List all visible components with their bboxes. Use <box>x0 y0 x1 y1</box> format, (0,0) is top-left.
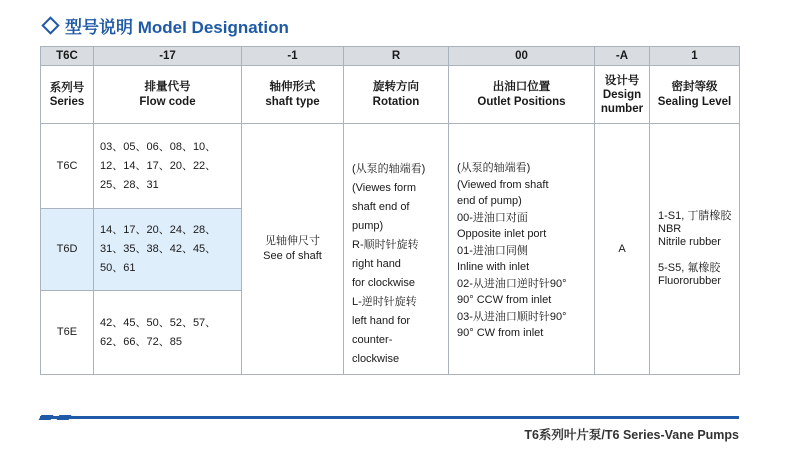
code-sealing: 1 <box>650 47 740 66</box>
code-row <box>41 47 740 66</box>
header-shaft: 轴伸形式 shaft type <box>242 66 344 124</box>
model-designation-table <box>40 46 740 375</box>
series-cell: T6D <box>41 209 94 291</box>
code-shaft: -1 <box>242 47 344 66</box>
header-design: 设计号 Design number <box>595 66 650 124</box>
header-flow: 排量代号 Flow code <box>94 66 242 124</box>
header-rotation: 旋转方向 Rotation <box>344 66 449 124</box>
shaft-type-cell: 见轴伸尺寸 See of shaft <box>242 124 344 375</box>
design-number-cell: A <box>595 124 650 375</box>
series-cell: T6C <box>41 124 94 209</box>
flow-code-cell: 42、45、50、52、57、 62、66、72、85 <box>94 291 242 375</box>
header-series: 系列号 Series <box>41 66 94 124</box>
rotation-cell: (从泵的轴端看) (Viewes form shaft end of pump) R-顺时针旋转 right hand for clockwise L-逆时针旋转 left hand for counter- clockwise <box>344 124 449 375</box>
series-cell: T6E <box>41 291 94 375</box>
table-row <box>41 124 740 209</box>
code-outlet: 00 <box>449 47 595 66</box>
code-flow: -17 <box>94 47 242 66</box>
code-rotation: R <box>344 47 449 66</box>
header-outlet: 出油口位置 Outlet Positions <box>449 66 595 124</box>
code-design: -A <box>595 47 650 66</box>
header-sealing: 密封等级 Sealing Level <box>650 66 740 124</box>
header-row <box>41 66 740 124</box>
sealing-level-cell: 1-S1, 丁腈橡胶 NBR Nitrile rubber 5-S5, 氟橡胶 Fluororubber <box>650 124 740 375</box>
outlet-positions-cell: (从泵的轴端看) (Viewed from shaft end of pump) 00-进油口对面 Opposite inlet port 01-进油口同侧 Inline with inlet 02-从进油口逆时针90° 90° CCW from inlet 03-从进油口顺时针90° 90° CW from inlet <box>449 124 595 375</box>
code-series: T6C <box>41 47 94 66</box>
flow-code-cell: 14、17、20、24、28、 31、35、38、42、45、 50、61 <box>94 209 242 291</box>
footer-divider <box>40 416 739 419</box>
diamond-icon <box>41 16 59 34</box>
divider-accent <box>57 415 72 420</box>
flow-code-cell: 03、05、06、08、10、 12、14、17、20、22、 25、28、31 <box>94 124 242 209</box>
divider-accent <box>39 415 54 420</box>
page-title: 型号说明 Model Designation <box>40 13 289 38</box>
footer-caption: T6系列叶片泵/T6 Series-Vane Pumps <box>524 428 739 442</box>
